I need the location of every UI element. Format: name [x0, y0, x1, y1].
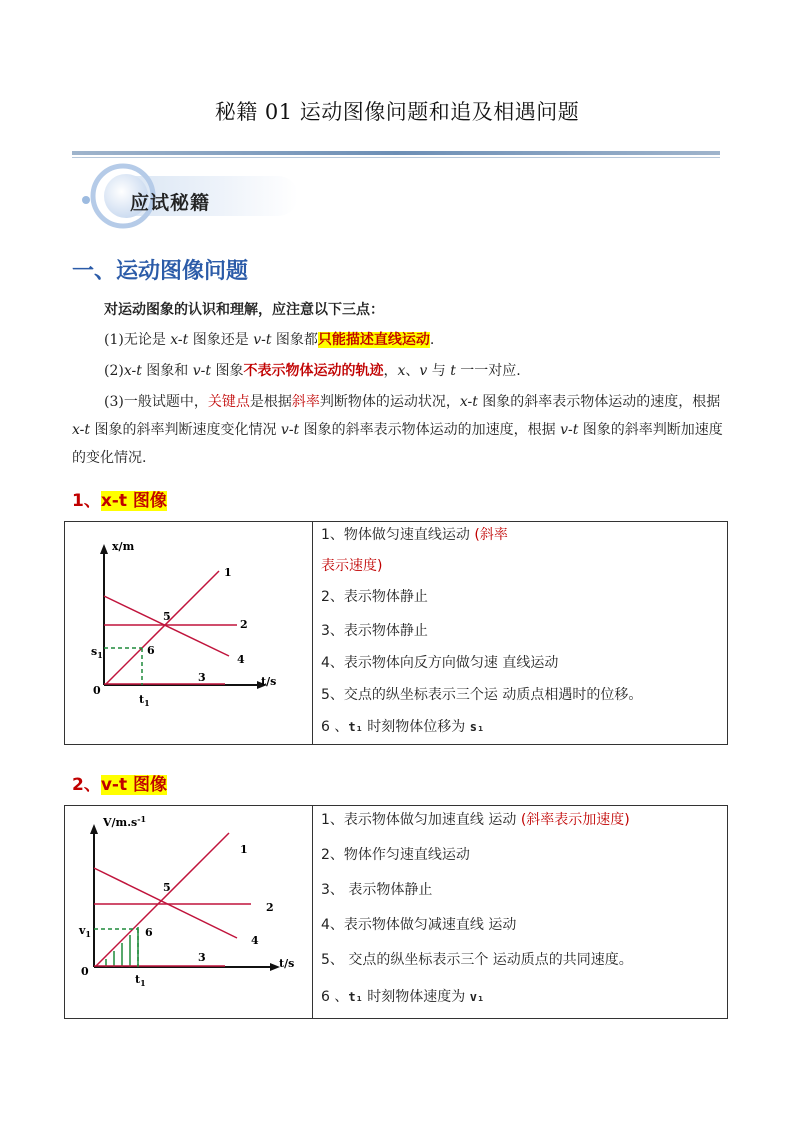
- xt-t1-label: $t_1$: [139, 693, 150, 708]
- vt-origin: 0: [81, 965, 89, 978]
- vt-label-2: 2: [266, 901, 274, 914]
- xt-label-4: 4: [237, 653, 245, 666]
- vt-table: [64, 805, 728, 1019]
- page-title: 秘籍 01 运动图像问题和追及相遇问题: [214, 100, 580, 124]
- vt-item-4: 4、表示物体做匀减速直线 运动: [321, 917, 517, 933]
- highlight-straight-line: 只能描述直线运动: [317, 332, 430, 348]
- vt-y-arrow: [90, 824, 98, 834]
- xt-s1-label: $s_1$: [91, 645, 103, 660]
- xt-y-arrow: [100, 544, 108, 554]
- xt-description-cell: [313, 522, 727, 744]
- xt-item-3: 3、表示物体静止: [321, 623, 428, 639]
- title-rule-thin: [72, 157, 720, 158]
- xt-item-6: 6 、t₁ 时刻物体位移为 s₁: [321, 719, 485, 735]
- vt-line-1: [96, 833, 229, 966]
- xt-graph-cell: [65, 522, 313, 744]
- vt-label-4: 4: [251, 934, 259, 947]
- point-2: (2)x-t 图象和 v-t 图象不表示物体运动的轨迹，x、v 与 t 一一对应.: [104, 363, 521, 379]
- vt-graph-cell: [65, 806, 313, 1018]
- vt-item-6: 6 、t₁ 时刻物体速度为 v₁: [321, 989, 485, 1005]
- vt-xlabel: t/s: [279, 957, 295, 970]
- vt-item-1: 1、表示物体做匀加速直线 运动 (斜率表示加速度): [321, 812, 630, 828]
- vt-item-3: 3、 表示物体静止: [321, 882, 433, 898]
- xt-xlabel: t/s: [261, 675, 277, 688]
- vt-graph: [65, 806, 312, 1018]
- xt-item-1: 1、物体做匀速直线运动 (斜率: [321, 527, 508, 543]
- xt-heading: 1、x-t 图像: [72, 491, 167, 511]
- vt-heading: 2、v-t 图像: [72, 775, 168, 795]
- section-heading: 一、运动图像问题: [72, 259, 249, 284]
- xt-table: [64, 521, 728, 745]
- intro-text: 对运动图象的认识和理解，应注意以下三点：: [104, 302, 384, 318]
- xt-ylabel: x/m: [112, 540, 135, 553]
- red-not-trajectory: 不表示物体运动的轨迹: [243, 363, 384, 379]
- vt-ylabel: $V/m.s^{-1}$: [103, 814, 147, 829]
- xt-line-1: [106, 571, 219, 684]
- vt-label-3: 3: [198, 951, 206, 964]
- vt-label-6: 6: [145, 926, 153, 939]
- xt-label-5: 5: [163, 610, 171, 623]
- vt-label-5: 5: [163, 881, 171, 894]
- xt-label-1: 1: [224, 566, 232, 579]
- xt-label-3: 3: [198, 671, 206, 684]
- point-3: (3)一般试题中，关键点是根据斜率判断物体的运动状况，x-t 图象的斜率表示物体运动的速度，根据 x-t 图象的斜率判断速度变化情况 v-t 图象的斜率表示物体运动的加速度，根据 v-t 图象的斜率判断加速度的变化情况.: [72, 394, 723, 466]
- xt-item-2: 2、表示物体静止: [321, 589, 428, 605]
- xt-item-1b: 表示速度): [321, 558, 383, 574]
- vt-item-5: 5、 交点的纵坐标表示三个 运动质点的共同速度。: [321, 952, 633, 968]
- xt-item-4: 4、表示物体向反方向做匀速 直线运动: [321, 655, 559, 671]
- vt-item-2: 2、物体作匀速直线运动: [321, 847, 470, 863]
- point-1: (1)无论是 x-t 图象还是 v-t 图象都只能描述直线运动.: [104, 332, 435, 348]
- vt-line-4: [94, 868, 237, 938]
- xt-item-5: 5、交点的纵坐标表示三个运 动质点相遇时的位移。: [321, 687, 643, 703]
- vt-v1-label: $v_1$: [79, 924, 91, 939]
- xt-line-4: [104, 596, 229, 656]
- vt-hatch: [106, 927, 138, 967]
- vt-label-1: 1: [240, 843, 248, 856]
- banner-label: 应试秘籍: [130, 192, 211, 214]
- xt-label-2: 2: [240, 618, 248, 631]
- title-rule: [72, 151, 720, 155]
- xt-graph: [65, 522, 312, 744]
- xt-origin: 0: [93, 684, 101, 697]
- vt-t1-label: $t_1$: [135, 973, 146, 988]
- xt-label-6: 6: [147, 644, 155, 657]
- vt-description-cell: [313, 806, 727, 1018]
